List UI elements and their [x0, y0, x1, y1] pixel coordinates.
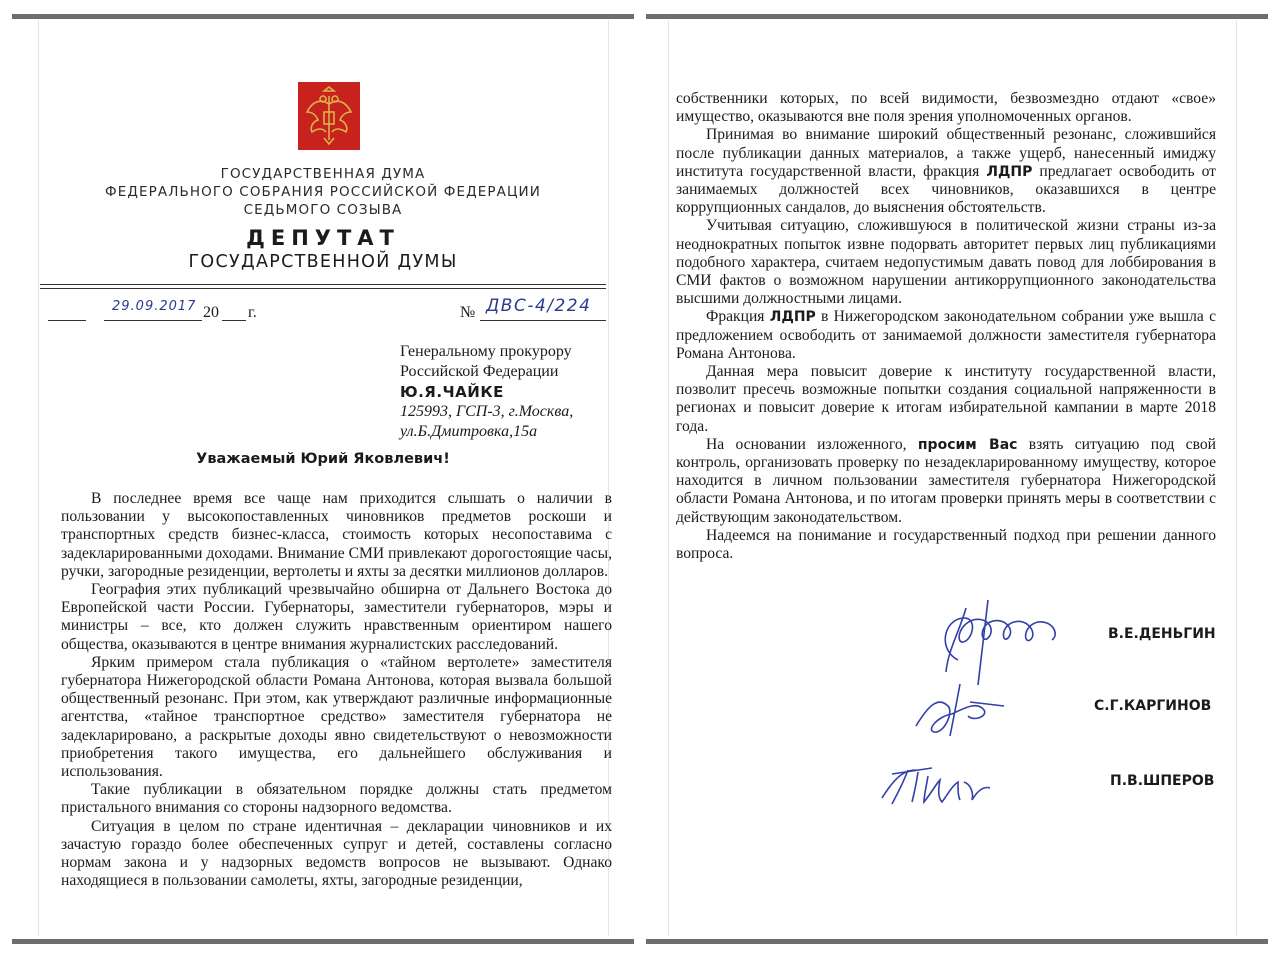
date-main-line	[104, 320, 202, 321]
page-bottom-edge	[12, 939, 634, 944]
letterhead-divider	[40, 284, 606, 289]
coat-of-arms-icon	[298, 82, 360, 150]
paragraph: География этих публикаций чрезвычайно обширна от Дальнего Востока до Европейской части России. Губернаторы, заместители губернаторов, мэры и министры – все, кто должен служить нравственным ориентиром нашего общества, оказываются в центре внимания журналистских расследований.	[61, 581, 612, 653]
paragraph: Надеемся на понимание и государственный подход при решении данного вопроса.	[676, 526, 1216, 563]
handwritten-number: ДВС-4/224	[486, 296, 592, 316]
page-top-edge	[12, 14, 634, 19]
letter-page-1	[12, 0, 634, 960]
org-line-3: СЕДЬМОГО СОЗЫВА	[243, 202, 403, 218]
paragraph: Данная мера повысит доверие к институту государственной власти, позволит пресечь возможные попытки создания социальной напряженности в регионах и повысит доверие к итогам избирательной кампании в марте 2018 года.	[676, 363, 1216, 435]
page-fold-line	[1236, 20, 1237, 936]
paragraph: Такие публикации в обязательном порядке должны стать предметом пристального внимания со стороны надзорного ведомства.	[61, 781, 612, 817]
year-line	[222, 320, 246, 321]
page-fold-line	[668, 20, 669, 936]
letterhead-subtitle: ГОСУДАРСТВЕННОЙ ДУМЫ	[188, 252, 458, 272]
paragraph: В последнее время все чаще нам приходится слышать о наличии в пользовании у высокопоставленных чиновников предметов роскоши и транспортных средств бизнес-класса, стоимость которых несопоставима с задекларированными доходами. Внимание СМИ привлекают дорогостоящие часы, ручки, загородные резиденции, вертолеты и яхты за десятки миллионов долларов.	[61, 490, 612, 580]
year-suffix: г.	[248, 304, 257, 321]
addressee-line: Российской Федерации	[400, 363, 559, 380]
signature-2	[908, 676, 1018, 746]
number-line	[480, 320, 606, 321]
letter-body	[676, 90, 1216, 563]
signature-3	[878, 762, 1018, 808]
page-fold-line	[38, 20, 39, 936]
paragraph: Фракция ЛДПР в Нижегородском законодательном собрании уже вышла с предложением освободить от занимаемой должности заместителя губернатора Романа Антонова.	[676, 308, 1216, 362]
paragraph: Ситуация в целом по стране идентичная – декларации чиновников и их зачастую гораздо более обеспеченных супруг и детей, составлены согласно нормам закона и у надзорных ведомств вопросов не вызывают. Однако находящиеся в пользовании самолеты, яхты, загородные резиденции,	[61, 817, 612, 890]
org-line-2: ФЕДЕРАЛЬНОГО СОБРАНИЯ РОССИЙСКОЙ ФЕДЕРАЦИИ	[105, 184, 541, 200]
salutation: Уважаемый Юрий Яковлевич!	[196, 451, 450, 467]
paragraph: Ярким примером стала публикация о «тайном вертолете» заместителя губернатора Нижегородской области Романа Антонова, которая вызвала большой общественный резонанс. При этом, как утверждают различные информационные агентства, «тайное транспортное средство» заместителя губернатора не задекларировано, а раскрытые доходы явно свидетельствуют о невозможности приобретения такого имущества, его дальнейшего обслуживания и использования.	[61, 653, 612, 781]
letterhead-title: ДЕПУТАТ	[246, 226, 400, 250]
addressee-name: Ю.Я.ЧАЙКЕ	[400, 383, 504, 401]
addressee-line: Генеральному прокурору	[400, 343, 572, 360]
paragraph: собственники которых, по всей видимости, безвозмездно отдают «свое» имущество, оказываются вне поля зрения уполномоченных органов.	[676, 90, 1216, 126]
page-bottom-edge	[646, 939, 1268, 944]
addressee-address: ул.Б.Дмитровка,15а	[400, 423, 538, 440]
handwritten-date: 29.09.2017	[112, 299, 197, 314]
signatory-name: П.В.ШПЕРОВ	[1110, 773, 1215, 789]
paragraph: Учитывая ситуацию, сложившуюся в политической жизни страны из-за неоднократных попыток извне подорвать авторитет первых лиц публикациями подобного характера, считаем недопустимым давать повод для лоббирования в СМИ фактов о возможном нарушении антикоррупционного законодательства высшими должностными лицами.	[676, 217, 1216, 308]
page-top-edge	[646, 14, 1268, 19]
addressee-block	[400, 342, 573, 442]
paragraph: Принимая во внимание широкий общественный резонанс, сложившийся после публикации данных материалов, а также ущерб, нанесенный имиджу института государственной власти, фракция ЛДПР предлагает освободить от занимаемых должностей всех чиновников, оказавшихся в центре коррупционных сандалов, до выяснения обстоятельств.	[676, 126, 1216, 217]
year-prefix: 20	[203, 304, 219, 321]
signatory-name: С.Г.КАРГИНОВ	[1094, 698, 1212, 714]
number-label: №	[460, 304, 476, 321]
addressee-address: 125993, ГСП-3, г.Москва,	[400, 403, 574, 420]
signatory-name: В.Е.ДЕНЬГИН	[1108, 626, 1216, 642]
paragraph: На основании изложенного, просим Вас взять ситуацию под свой контроль, организовать проверку по незадекларированному имуществу, которое находится в личном пользовании заместителя губернатора Нижегородской области Романа Антонова, и по итогам проверки принять меры в соответствии с действующим законодательством.	[676, 435, 1217, 526]
letter-body	[61, 490, 612, 890]
letter-page-2	[646, 0, 1268, 960]
org-line-1: ГОСУДАРСТВЕННАЯ ДУМА	[220, 166, 426, 182]
date-day-line	[48, 320, 86, 321]
